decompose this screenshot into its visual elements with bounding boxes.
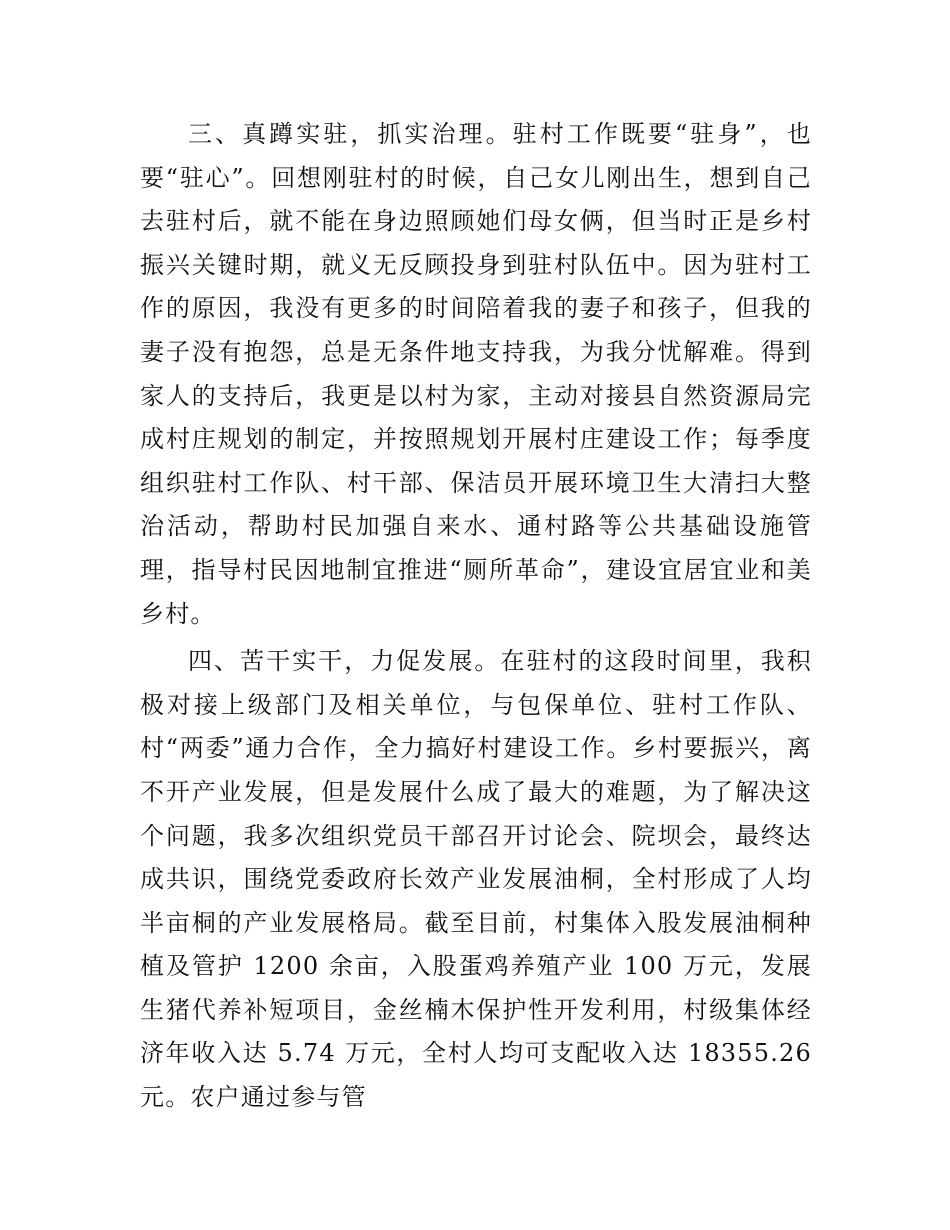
document-body <box>140 113 812 1120</box>
paragraph-section-three: 三、真蹲实驻，抓实治理。驻村工作既要“驻身”，也要“驻心”。回想刚驻村的时候，自己女儿刚出生，想到自己去驻村后，就不能在身边照顾她们母女俩，但当时正是乡村振兴关键时期，就义无反顾投身到驻村队伍中。因为驻村工作的原因，我没有更多的时间陪着我的妻子和孩子，但我的妻子没有抱怨，总是无条件地支持我，为我分忧解难。得到家人的支持后，我更是以村为家，主动对接县自然资源局完成村庄规划的制定，并按照规划开展村庄建设工作；每季度组织驻村工作队、村干部、保洁员开展环境卫生大清扫大整治活动，帮助村民加强自来水、通村路等公共基础设施管理，指导村民因地制宜推进“厕所革命”，建设宜居宜业和美乡村。 <box>140 120 812 628</box>
paragraph-section-four: 四、苦干实干，力促发展。在驻村的这段时间里，我积极对接上级部门及相关单位，与包保单位、驻村工作队、村“两委”通力合作，全力搞好村建设工作。乡村要振兴，离不开产业发展，但是发展什么成了最大的难题，为了解决这个问题，我多次组织党员干部召开讨论会、院坝会，最终达成共识，围绕党委政府长效产业发展油桐，全村形成了人均半亩桐的产业发展格局。截至目前，村集体入股发展油桐种植及管护 1200 余亩，入股蛋鸡养殖产业 100 万元，发展生猪代养补短项目，金丝楠木保护性开发利用，村级集体经济年收入达 5.74 万元，全村人均可支配收入达 18355.26 元。农户通过参与管 <box>140 647 812 1112</box>
